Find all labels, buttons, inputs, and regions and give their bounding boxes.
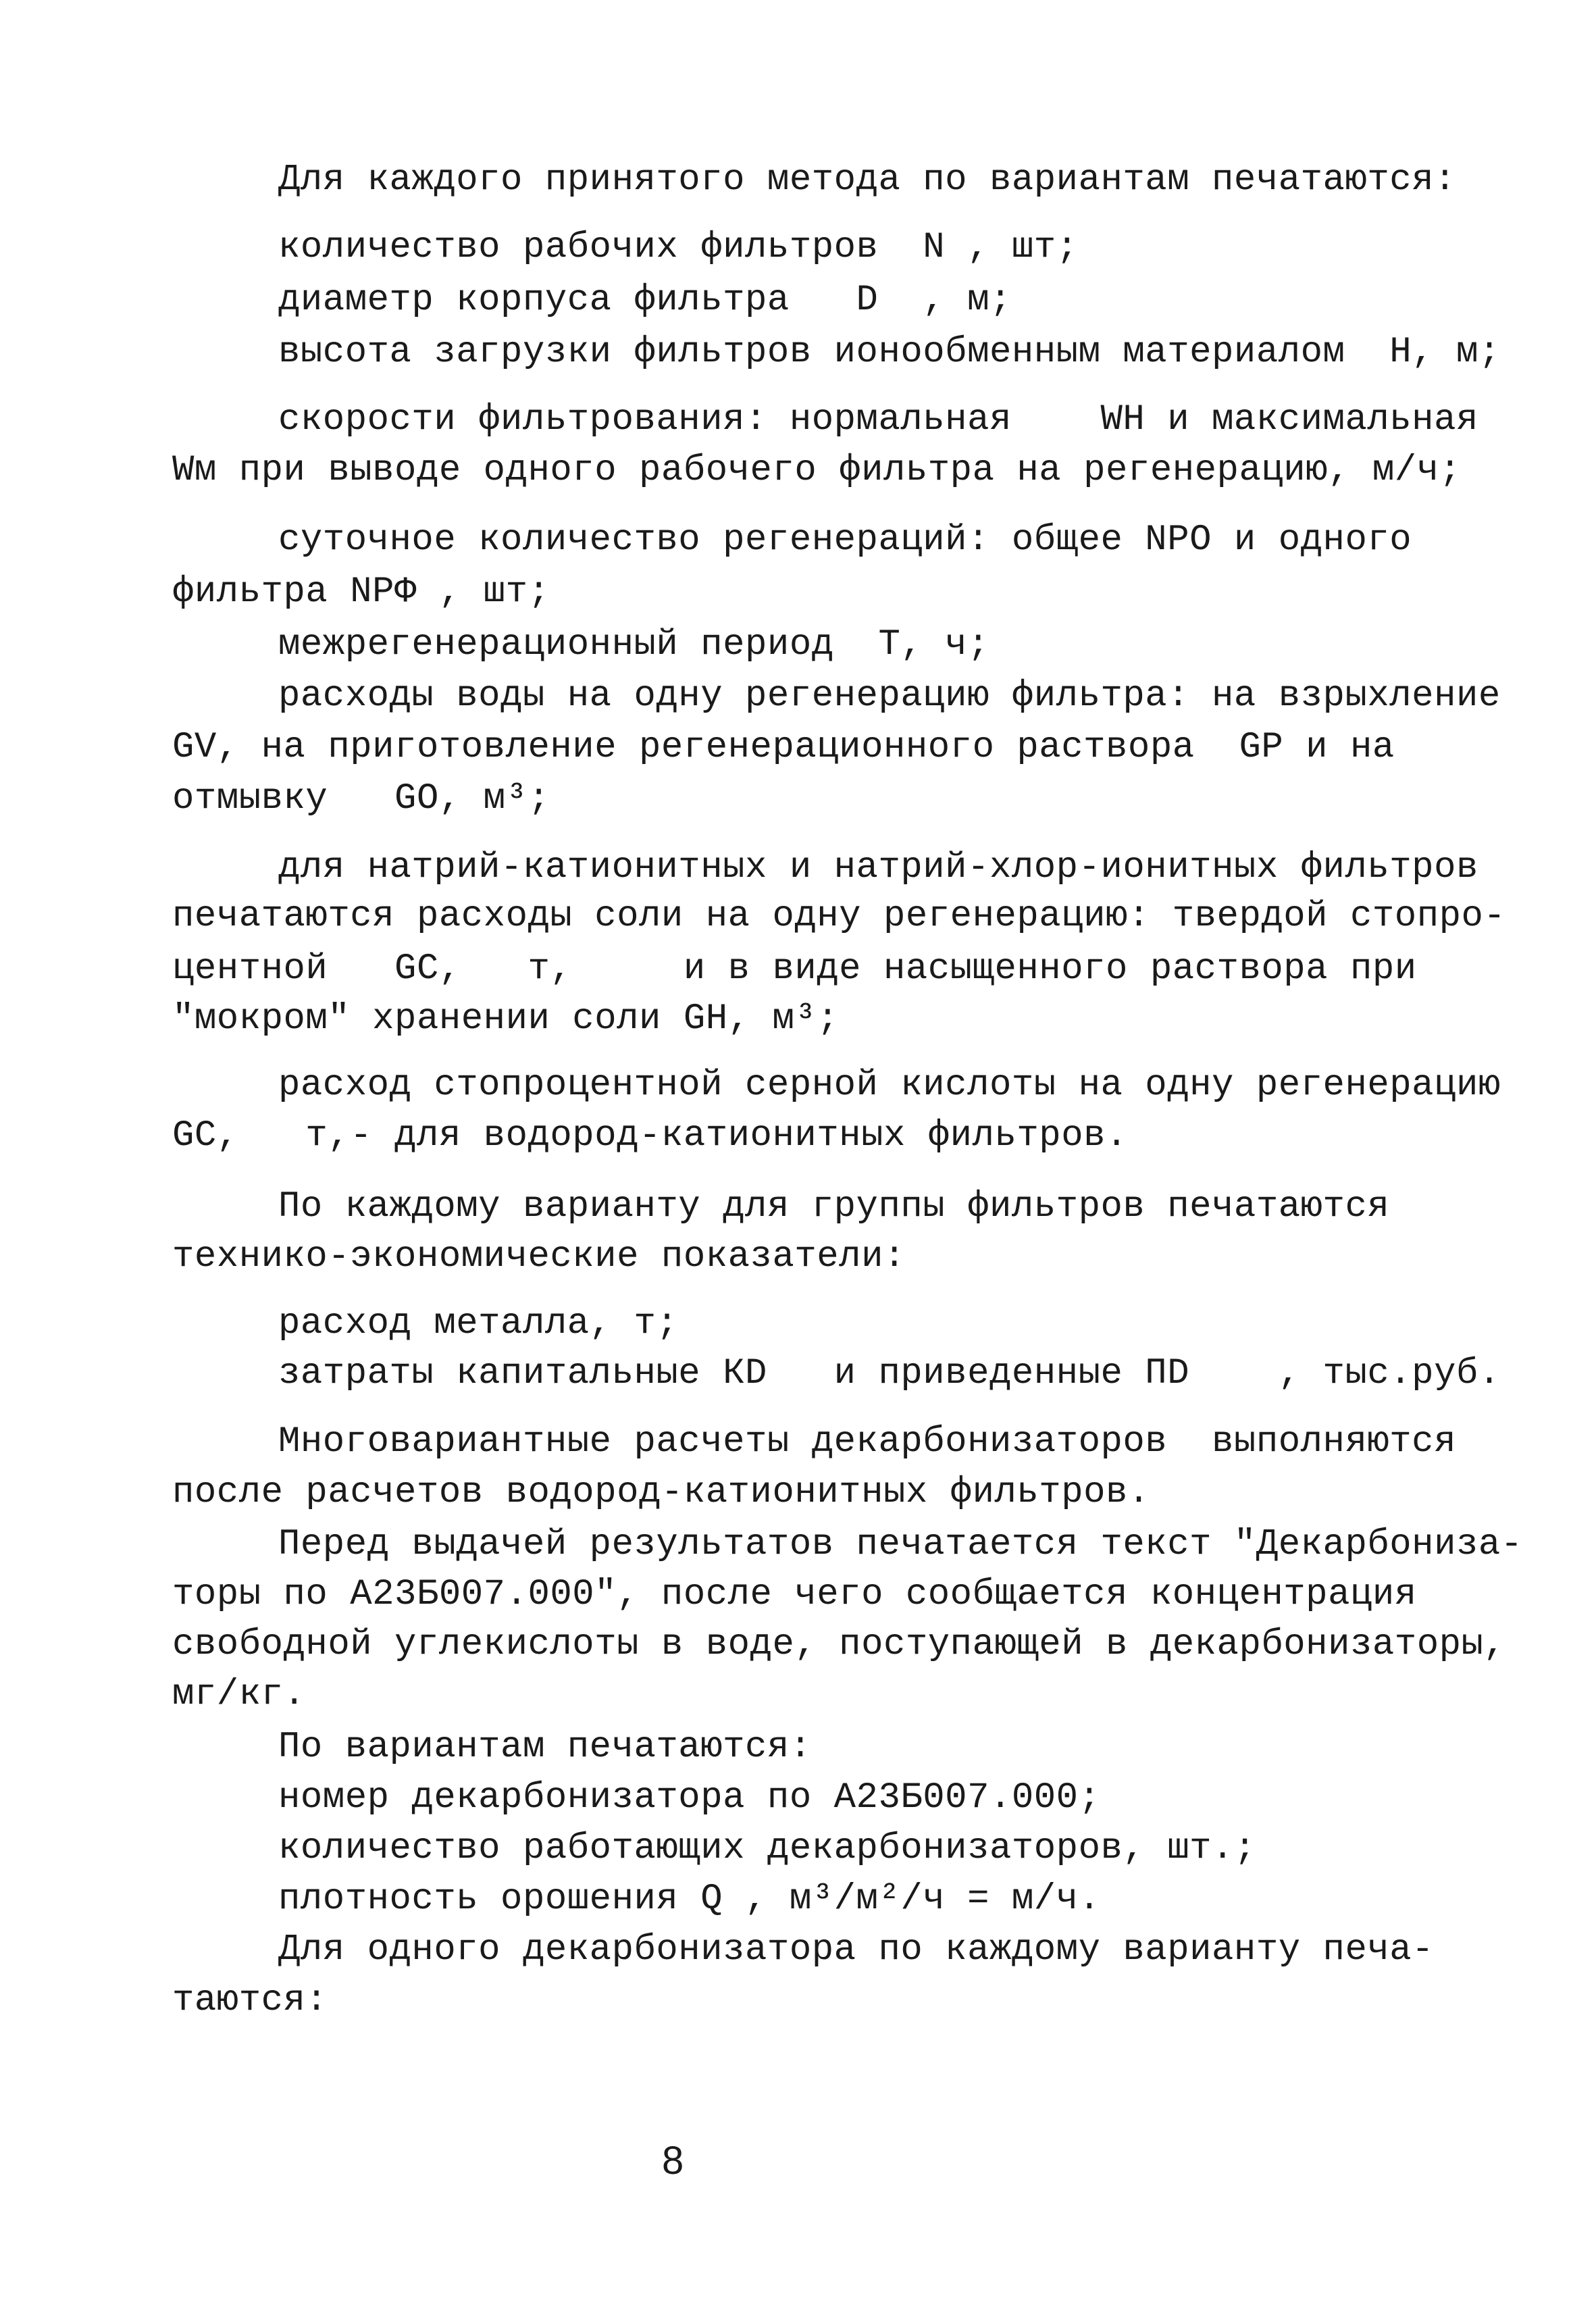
text-line: По каждому варианту для группы фильтров печатаются — [278, 1186, 1390, 1227]
text-line: суточное количество регенераций: общее NРО и одного — [278, 519, 1412, 561]
text-line: номер декарбонизатора по А23Б007.000; — [278, 1777, 1101, 1819]
text-line: фильтра NРФ , шт; — [172, 571, 550, 613]
text-line: центной GС, т, и в виде насыщенного раствора при — [172, 948, 1417, 990]
text-line: диаметр корпуса фильтра D , м; — [278, 280, 1012, 321]
text-line: Многовариантные расчеты декарбонизаторов выполняются — [278, 1421, 1456, 1463]
text-line: для натрий-катионитных и натрий-хлор-ионитных фильтров — [278, 847, 1478, 888]
text-line: расход стопроцентной серной кислоты на одну регенерацию — [278, 1065, 1501, 1106]
text-line: торы по А23Б007.000", после чего сообщается концентрация — [172, 1574, 1417, 1615]
text-line: печатаются расходы соли на одну регенерацию: твердой стопро- — [172, 896, 1506, 937]
text-line: технико-экономические показатели: — [172, 1236, 906, 1277]
text-line: мг/кг. — [172, 1674, 306, 1715]
text-line: количество работающих декарбонизаторов, шт.; — [278, 1828, 1256, 1869]
text-line: отмывку GО, м³; — [172, 778, 550, 819]
text-line: расход металла, т; — [278, 1303, 679, 1344]
text-line: Перед выдачей результатов печатается текст "Декарбониза- — [278, 1524, 1523, 1565]
text-line: высота загрузки фильтров ионообменным материалом Н, м; — [278, 332, 1501, 373]
text-line: Для одного декарбонизатора по каждому варианту печа- — [278, 1929, 1435, 1971]
text-line: количество рабочих фильтров N , шт; — [278, 227, 1079, 268]
text-line: свободной углекислоты в воде, поступающей в декарбонизаторы, — [172, 1624, 1506, 1665]
text-line: Wм при выводе одного рабочего фильтра на регенерацию, м/ч; — [172, 450, 1462, 491]
text-line: расходы воды на одну регенерацию фильтра: на взрыхление — [278, 676, 1501, 717]
page-number: 8 — [662, 2139, 684, 2183]
text-line: По вариантам печатаются: — [278, 1727, 812, 1768]
text-line: Для каждого принятого метода по вариантам печатаются: — [278, 159, 1456, 201]
text-line: скорости фильтрования: нормальная WН и максимальная — [278, 399, 1478, 440]
text-line: GV, на приготовление регенерационного раствора GР и на — [172, 727, 1395, 768]
text-line: "мокром" хранении соли GН, м³; — [172, 998, 840, 1040]
text-line: межрегенерационный период Т, ч; — [278, 624, 989, 665]
text-line: плотность орошения Q , м³/м²/ч = м/ч. — [278, 1879, 1101, 1920]
text-line: GC, т,- для водород-катионитных фильтров. — [172, 1115, 1128, 1156]
text-line: затраты капитальные КD и приведенные ПD , тыс.руб. — [278, 1353, 1501, 1394]
text-line: после расчетов водород-катионитных фильтров. — [172, 1472, 1150, 1513]
text-line: таются: — [172, 1980, 328, 2021]
